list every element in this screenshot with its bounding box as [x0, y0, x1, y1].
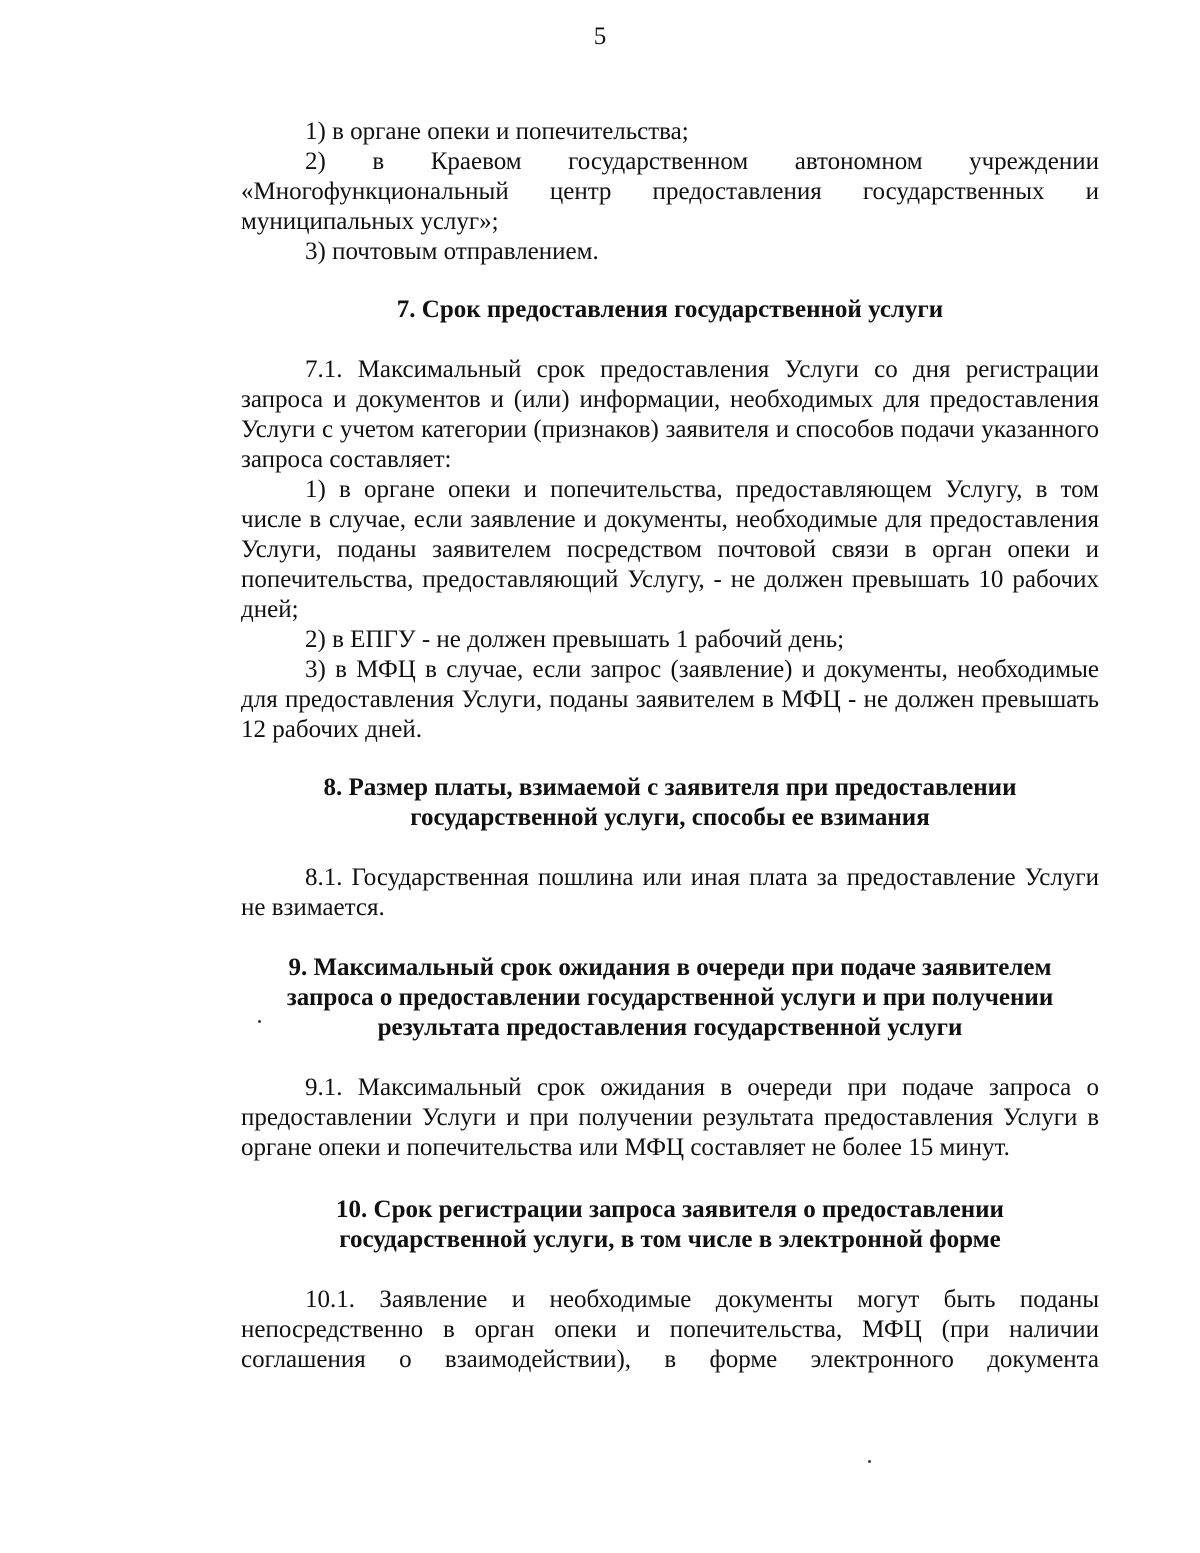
page-number: 5	[593, 23, 607, 50]
scan-mark	[868, 1460, 871, 1463]
section-8-heading-line-1: 8. Размер платы, взимаемой с заявителя при предоставлении	[323, 774, 1017, 801]
section-10-heading-line-1: 10. Срок регистрации запроса заявителя о предоставлении	[336, 1196, 1004, 1223]
intro-item-3: 3) почтовым отправлением.	[305, 238, 599, 265]
document-body	[241, 117, 1099, 1375]
section-9-heading-line-2: запроса о предоставлении государственной услуги и при получении	[286, 984, 1054, 1011]
section-9-paragraph-1: 9.1. Максимальный срок ожидания в очереди при подаче запроса о предоставлении Услуги и при получении результата предоставления Услуги в органе опеки и попечительства или МФЦ составляет не более 15 минут.	[241, 1074, 1099, 1161]
section-9-heading	[241, 953, 1099, 1043]
section-7-item-1: 1) в органе опеки и попечительства, предоставляющем Услугу, в том числе в случае, если заявление и документы, необходимые для предоставления Услуги, поданы заявителем посредством почтовой связи в орган опеки и попечительства, предоставляющий Услугу, - не должен превышать 10 рабочих дней;	[241, 476, 1099, 623]
intro-item-2: 2) в Краевом государственном автономном учреждении «Многофункциональный центр предоставления государственных и муниципальных услуг»;	[241, 148, 1099, 235]
section-7-item-3: 3) в МФЦ в случае, если запрос (заявление) и документы, необходимые для предоставления Услуги, поданы заявителем в МФЦ - не должен превышать 12 рабочих дней.	[241, 656, 1099, 743]
section-8-paragraph-1: 8.1. Государственная пошлина или иная плата за предоставление Услуги не взимается.	[241, 864, 1099, 921]
section-7-heading: 7. Срок предоставления государственной услуги	[396, 296, 944, 323]
section-10-paragraph-1: 10.1. Заявление и необходимые документы могут быть поданы непосредственно в орган опеки и попечительства, МФЦ (при наличии соглашения о взаимодействии), в форме электронного документа	[241, 1286, 1099, 1373]
section-7-paragraph-1: 7.1. Максимальный срок предоставления Услуги со дня регистрации запроса и документов и (или) информации, необходимых для предоставления Услуги с учетом категории (признаков) заявителя и способов подачи указанного запроса составляет:	[241, 356, 1099, 473]
section-8-heading-line-2: государственной услуги, способы ее взимания	[410, 804, 930, 831]
section-7-item-2: 2) в ЕПГУ - не должен превышать 1 рабочий день;	[305, 626, 845, 653]
section-8-heading	[241, 773, 1099, 833]
section-10-heading-line-2: государственной услуги, в том числе в электронной форме	[339, 1226, 1001, 1253]
scan-mark	[258, 1020, 261, 1023]
section-9-heading-line-1: 9. Максимальный срок ожидания в очереди при подаче заявителем	[288, 954, 1052, 981]
section-10-heading	[241, 1195, 1099, 1255]
intro-item-1: 1) в органе опеки и попечительства;	[305, 118, 689, 145]
section-9-heading-line-3: результата предоставления государственной услуги	[377, 1014, 963, 1041]
